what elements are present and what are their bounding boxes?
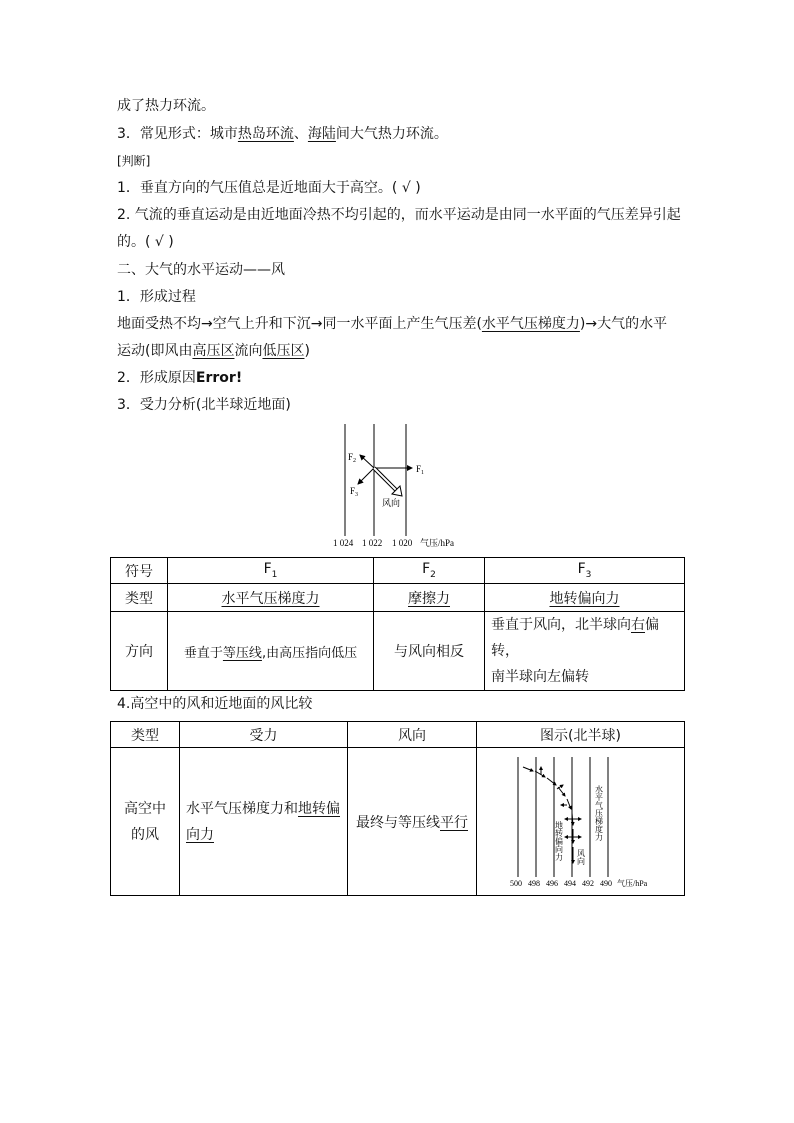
tick-label: 498 [527,878,540,888]
f2-label: $F_2$ [348,452,357,464]
table-cell: 类型 [111,722,180,748]
table-cell: 受力 [180,722,348,748]
text-line: 2．形成原因Error! [117,370,243,386]
text-line: 1．形成过程 [117,289,196,305]
text-line: 成了热力环流。 [117,98,215,114]
text-line: 1．垂直方向的气压值总是近地面大于高空。( √ ) [117,180,421,196]
table-cell: 类型 [111,584,168,612]
table-row [111,558,685,584]
table-cell: 垂直于等压线,由高压指向低压 [168,612,374,691]
table-cell: $F_1$ [168,558,374,584]
f2-arrow [360,455,374,468]
table-cell [477,748,685,896]
f3-arrow [358,468,374,484]
coriolis-label: 地转偏向力 [554,820,563,861]
judgement-heading: [判断] [117,154,151,168]
table-cell: $F_3$ [485,558,685,584]
tick-label: 494 [563,878,576,888]
table-cell: 与风向相反 [374,612,485,691]
tick-label: 496 [545,878,558,888]
table-cell: 水平气压梯度力和地转偏 向力 [180,748,348,896]
table-cell: 垂直于风向，北半球向右偏转， 南半球向左偏转 [485,612,685,691]
table-cell: 符号 [111,558,168,584]
text-line: 3．受力分析(北半球近地面) [117,397,291,413]
table-cell: 高空中的风 [111,748,180,896]
table-cell: 摩擦力 [374,584,485,612]
tick-label: 492 [581,878,594,888]
text-line: 的。( √ ) [117,234,174,250]
text-line: 3．常见形式：城市热岛环流、海陆间大气热力环流。 [117,126,448,142]
tick-label: 1 022 [362,538,383,548]
wind-label: 风向 [576,848,585,865]
pgf-label: 水平气压梯度力 [594,784,603,841]
f3-label: $F_3$ [350,486,359,498]
section-heading: 二、大气的水平运动——风 [117,262,285,278]
tick-label: 1 020 [392,538,413,548]
table-row [111,584,685,612]
tick-label: 1 024 [333,538,354,548]
table-row [111,612,685,691]
force-analysis-table [110,557,685,691]
surface-wind-force-diagram [330,424,480,552]
table-cell: 风向 [348,722,477,748]
table-row [111,748,685,896]
unit-label: 气压/hPa [616,878,647,888]
unit-label: 气压/hPa [420,538,455,548]
tick-label: 500 [509,878,522,888]
section-heading: 4.高空中的风和近地面的风比较 [117,696,313,712]
table-cell: 图示(北半球) [477,722,685,748]
table-cell: 水平气压梯度力 [168,584,374,612]
text-line: 2. 气流的垂直运动是由近地面冷热不均引起的，而水平运动是由同一水平面的气压差异引起 [117,207,681,223]
wind-label: 风向 [382,498,401,508]
table-cell: 地转偏向力 [485,584,685,612]
f1-label: $F_1$ [416,464,425,476]
upper-wind-diagram [501,751,661,893]
table-cell: 最终与等压线平行 [348,748,477,896]
table-row [111,722,685,748]
wind-comparison-table [110,721,685,896]
tick-label: 490 [599,878,612,888]
table-cell: 方向 [111,612,168,691]
text-line: 地面受热不均→空气上升和下沉→同一水平面上产生气压差(水平气压梯度力)→大气的水平 [117,316,668,332]
text-line: 运动(即风由高压区流向低压区) [117,343,310,359]
table-cell: $F_2$ [374,558,485,584]
